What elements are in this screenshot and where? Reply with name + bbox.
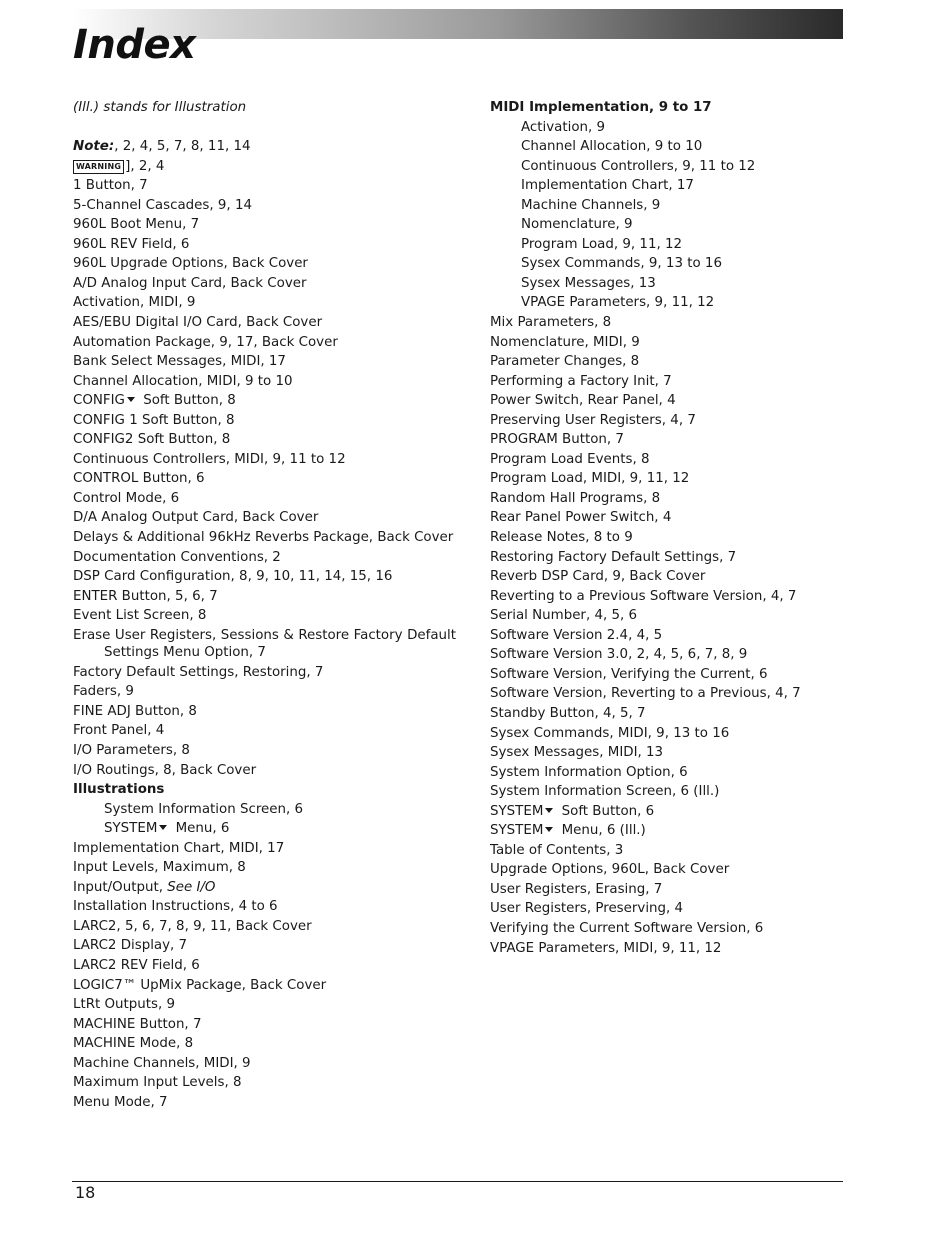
index-entry: LtRt Outputs, 9 — [73, 997, 176, 1013]
index-entry: Bank Select Messages, MIDI, 17 — [73, 354, 286, 370]
index-entry: A/D Analog Input Card, Back Cover — [73, 275, 307, 291]
index-entry: VPAGE Parameters, MIDI, 9, 11, 12 — [490, 940, 722, 956]
midi-subentries — [490, 118, 850, 313]
index-subentry: Program Load, 9, 11, 12 — [521, 236, 683, 252]
index-entry: Rear Panel Power Switch, 4 — [490, 510, 672, 526]
index-entry: 5-Channel Cascades, 9, 14 — [73, 197, 252, 213]
index-entry: Menu Mode, 7 — [73, 1094, 168, 1110]
see-reference: See I/O — [167, 879, 216, 895]
index-entry: Machine Channels, MIDI, 9 — [73, 1055, 251, 1071]
index-entry: Nomenclature, MIDI, 9 — [490, 334, 640, 350]
warning-badge-icon: WARNING — [73, 160, 124, 174]
down-triangle-icon — [159, 825, 167, 830]
input-output-label: Input/Output, — [73, 879, 168, 895]
system-label: SYSTEM — [104, 821, 158, 837]
index-entry: Preserving User Registers, 4, 7 — [490, 412, 696, 428]
index-entries-group-e — [73, 897, 433, 1112]
note-refs: , 2, 4, 5, 7, 8, 11, 14 — [114, 139, 251, 155]
index-column-left — [73, 98, 456, 1112]
index-entry: Software Version, Reverting to a Previous, 4, 7 — [490, 686, 801, 702]
index-heading-illustrations: Illustrations — [73, 782, 165, 798]
index-entry: Random Hall Programs, 8 — [490, 490, 661, 506]
index-entry: Installation Instructions, 4 to 6 — [73, 899, 278, 915]
index-entry: MACHINE Button, 7 — [73, 1016, 202, 1032]
index-entry-system-soft-button — [490, 802, 850, 822]
index-entries-group-a — [490, 313, 850, 802]
index-entry: System Information Screen, 6 (Ill.) — [490, 784, 720, 800]
index-entry: LARC2, 5, 6, 7, 8, 9, 11, Back Cover — [73, 918, 312, 934]
index-entry: Software Version 3.0, 2, 4, 5, 6, 7, 8, 9 — [490, 647, 748, 663]
index-subentry-system-information-screen: System Information Screen, 6 — [104, 801, 304, 817]
index-entry: Control Mode, 6 — [73, 490, 180, 506]
index-entry: CONFIG 1 Soft Button, 8 — [73, 412, 235, 428]
index-entry: Upgrade Options, 960L, Back Cover — [490, 862, 730, 878]
index-entry: Input Levels, Maximum, 8 — [73, 860, 246, 876]
index-entry: Automation Package, 9, 17, Back Cover — [73, 334, 338, 350]
index-entry: 960L Upgrade Options, Back Cover — [73, 256, 308, 272]
config-soft-refs: Soft Button, 8 — [138, 393, 236, 409]
index-entry: Maximum Input Levels, 8 — [73, 1075, 242, 1091]
index-entry: Reverting to a Previous Software Version, 4, 7 — [490, 588, 797, 604]
index-entries-group-a — [73, 176, 433, 391]
index-entry: Documentation Conventions, 2 — [73, 549, 281, 565]
index-entry: Factory Default Settings, Restoring, 7 — [73, 664, 324, 680]
system-label: SYSTEM — [490, 823, 544, 839]
index-subentry: Sysex Commands, 9, 13 to 16 — [521, 256, 722, 272]
index-entry: LARC2 Display, 7 — [73, 938, 188, 954]
index-entry: I/O Parameters, 8 — [73, 742, 190, 758]
index-entry: Program Load, MIDI, 9, 11, 12 — [490, 471, 690, 487]
index-entries-group-b — [490, 841, 850, 958]
index-entry-note — [73, 137, 433, 157]
illustration-abbrev-note: (Ill.) stands for Illustration — [73, 100, 247, 115]
footer-rule — [72, 1181, 843, 1182]
down-triangle-icon — [545, 827, 553, 832]
page-number: 18 — [75, 1183, 96, 1202]
index-entry: Reverb DSP Card, 9, Back Cover — [490, 569, 706, 585]
index-subentry: Activation, 9 — [521, 119, 606, 135]
index-entries-group-c — [73, 663, 433, 780]
index-entry: Software Version 2.4, 4, 5 — [490, 627, 663, 643]
index-entry: DSP Card Configuration, 8, 9, 10, 11, 14, 15, 16 — [73, 569, 393, 585]
index-entry: Implementation Chart, MIDI, 17 — [73, 840, 285, 856]
note-label: Note: — [73, 139, 115, 155]
index-entry: Table of Contents, 3 — [490, 842, 624, 858]
index-entry: Standby Button, 4, 5, 7 — [490, 705, 646, 721]
index-entry: D/A Analog Output Card, Back Cover — [73, 510, 319, 526]
system-label: SYSTEM — [490, 803, 544, 819]
index-subentry: Sysex Messages, 13 — [521, 275, 656, 291]
index-subentry: VPAGE Parameters, 9, 11, 12 — [521, 295, 715, 311]
index-entries-group-b — [73, 411, 454, 626]
index-subentry: Channel Allocation, 9 to 10 — [521, 139, 703, 155]
index-entry: Power Switch, Rear Panel, 4 — [490, 393, 676, 409]
index-subentry: Continuous Controllers, 9, 11 to 12 — [521, 158, 756, 174]
index-entry: Continuous Controllers, MIDI, 9, 11 to 12 — [73, 451, 346, 467]
index-entry: LOGIC7™ UpMix Package, Back Cover — [73, 977, 327, 993]
index-entry: ENTER Button, 5, 6, 7 — [73, 588, 218, 604]
index-entry: Verifying the Current Software Version, 6 — [490, 920, 764, 936]
index-entry-erase-user-registers: Erase User Registers, Sessions & Restore Factory Default Settings Menu Option, 7 — [73, 627, 456, 660]
index-entry: LARC2 REV Field, 6 — [73, 957, 200, 973]
index-entry: Sysex Messages, MIDI, 13 — [490, 745, 664, 761]
index-entry: PROGRAM Button, 7 — [490, 432, 624, 448]
index-entry: Delays & Additional 96kHz Reverbs Package, Back Cover — [73, 530, 454, 546]
index-entry: AES/EBU Digital I/O Card, Back Cover — [73, 315, 323, 331]
index-entry: FINE ADJ Button, 8 — [73, 703, 197, 719]
config-label: CONFIG — [73, 393, 125, 409]
index-entry-system-menu — [490, 821, 850, 841]
index-entry: Software Version, Verifying the Current, 6 — [490, 666, 768, 682]
index-entry: System Information Option, 6 — [490, 764, 688, 780]
index-entry: MACHINE Mode, 8 — [73, 1036, 194, 1052]
index-entry: Restoring Factory Default Settings, 7 — [490, 549, 737, 565]
index-entry: 1 Button, 7 — [73, 178, 148, 194]
index-entry: Performing a Factory Init, 7 — [490, 373, 672, 389]
system-menu-refs: Menu, 6 (Ill.) — [557, 823, 646, 839]
warning-refs: ], 2, 4 — [125, 158, 165, 174]
page-title: Index — [73, 22, 196, 68]
index-entry: Parameter Changes, 8 — [490, 354, 640, 370]
system-menu-refs: Menu, 6 — [171, 821, 230, 837]
index-entry: User Registers, Preserving, 4 — [490, 901, 684, 917]
index-entry: 960L Boot Menu, 7 — [73, 217, 200, 233]
index-entry: User Registers, Erasing, 7 — [490, 881, 663, 897]
index-entry-config-soft-button — [73, 391, 433, 411]
index-entry: Serial Number, 4, 5, 6 — [490, 608, 638, 624]
system-soft-refs: Soft Button, 6 — [557, 803, 655, 819]
down-triangle-icon — [545, 808, 553, 813]
down-triangle-icon — [127, 397, 135, 402]
index-entry: Event List Screen, 8 — [73, 608, 207, 624]
index-entry: Channel Allocation, MIDI, 9 to 10 — [73, 373, 293, 389]
index-entry: Activation, MIDI, 9 — [73, 295, 196, 311]
index-entry: Front Panel, 4 — [73, 723, 165, 739]
index-heading-midi-implementation: MIDI Implementation, 9 to 17 — [490, 100, 712, 115]
index-entries-group-d — [73, 839, 433, 878]
index-entry: Release Notes, 8 to 9 — [490, 530, 633, 546]
index-entry: CONFIG2 Soft Button, 8 — [73, 432, 231, 448]
index-entry-input-output — [73, 878, 433, 898]
index-subentry-system-menu — [73, 819, 433, 839]
index-subentry: Nomenclature, 9 — [521, 217, 633, 233]
index-entry: Faders, 9 — [73, 684, 134, 700]
index-subentry: Machine Channels, 9 — [521, 197, 661, 213]
index-entry: Sysex Commands, MIDI, 9, 13 to 16 — [490, 725, 730, 741]
index-entry: 960L REV Field, 6 — [73, 236, 190, 252]
index-subentry: Implementation Chart, 17 — [521, 178, 694, 194]
index-entry: Mix Parameters, 8 — [490, 315, 612, 331]
index-entry: Program Load Events, 8 — [490, 451, 650, 467]
index-entry-warning — [73, 157, 433, 177]
index-entry: I/O Routings, 8, Back Cover — [73, 762, 257, 778]
index-column-right — [490, 98, 850, 958]
index-entry: CONTROL Button, 6 — [73, 471, 205, 487]
